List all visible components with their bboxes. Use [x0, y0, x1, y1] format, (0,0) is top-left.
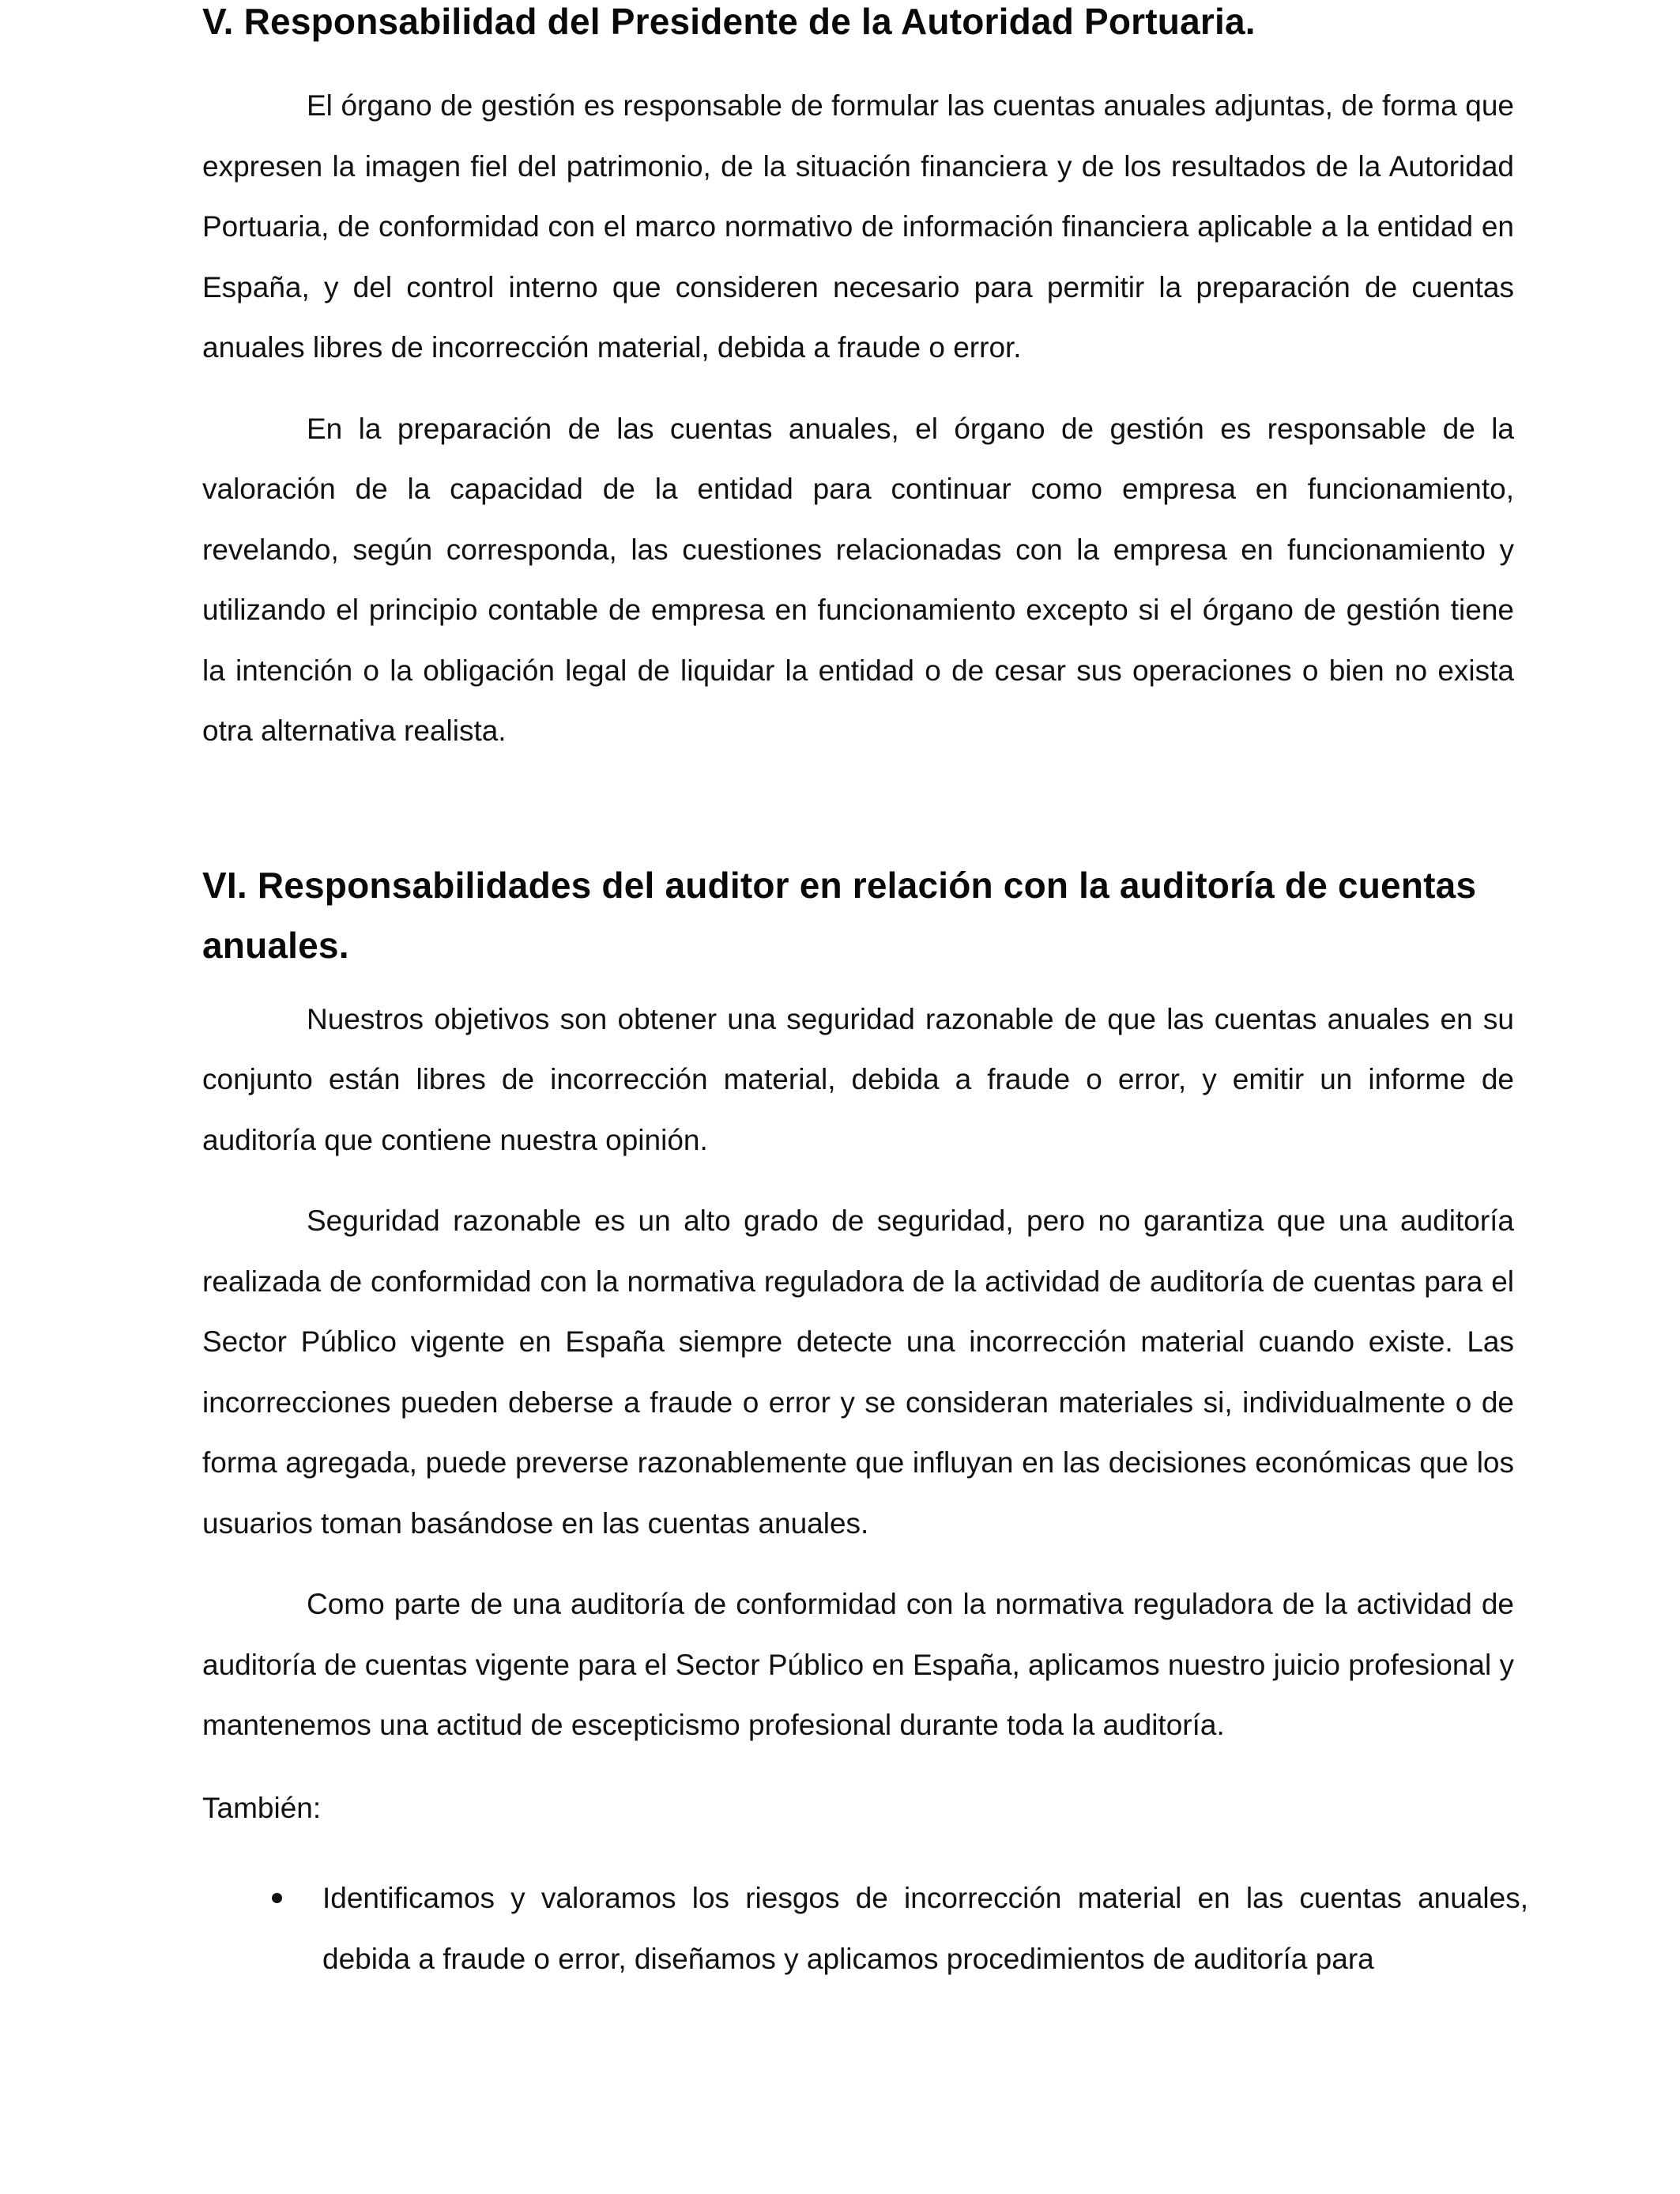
bullet-list: [202, 1868, 1528, 1989]
section-v-paragraph-1: El órgano de gestión es responsable de formular las cuentas anuales adjuntas, de forma que expresen la imagen fiel del patrimonio, de la situación financiera y de los resultados de la Autoridad Portuaria, de conformidad con el marco normativo de información financiera aplicable a la entidad en España, y del control interno que consideren necesario para permitir la preparación de cuentas anuales libres de incorrección material, debida a fraude o error.: [202, 89, 1514, 364]
section-v-paragraph-2: En la preparación de las cuentas anuales, el órgano de gestión es responsable de la valoración de la capacidad de la entidad para continuar como empresa en funcionamiento, revelando, según corresponda, las cuestiones relacionadas con la empresa en funcionamiento y utilizando el principio contable de empresa en funcionamiento excepto si el órgano de gestión tiene la intención o la obligación legal de liquidar la entidad o de cesar sus operaciones o bien no exista otra alternativa realista.: [202, 412, 1514, 747]
bullet-icon: [272, 1893, 282, 1903]
section-vi-paragraph-2: Seguridad razonable es un alto grado de seguridad, pero no garantiza que una auditoría realizada de conformidad con la normativa reguladora de la actividad de auditoría de cuentas para el Sector Público vigente en España siempre detecte una incorrección material cuando existe. Las incorrecciones pueden deberse a fraude o error y se consideran materiales si, individualmente o de forma agregada, puede preverse razonablemente que influyan en las decisiones económicas que los usuarios toman basándose en las cuentas anuales.: [202, 1204, 1514, 1540]
section-vi-heading: VI. Responsabilidades del auditor en relación con la auditoría de cuentas anuales.: [202, 864, 1477, 966]
section-vi-paragraph-3: Como parte de una auditoría de conformidad con la normativa reguladora de la actividad de auditoría de cuentas vigente para el Sector Público en España, aplicamos nuestro juicio profesional y mantenemos una actitud de escepticismo profesional durante toda la auditoría.: [202, 1588, 1514, 1741]
section-vi-paragraph-1: Nuestros objetivos son obtener una seguridad razonable de que las cuentas anuales en su conjunto están libres de incorrección material, debida a fraude o error, y emitir un informe de auditoría que contiene nuestra opinión.: [202, 1002, 1514, 1156]
section-v-heading: V. Responsabilidad del Presidente de la Autoridad Portuaria.: [202, 1, 1256, 42]
bullet-text: Identificamos y valoramos los riesgos de incorrección material en las cuentas anuales, debida a fraude o error, diseñamos y aplicamos procedimientos de auditoría para: [322, 1882, 1528, 1975]
page-content: [202, 0, 1528, 1989]
also-label: También:: [202, 1791, 322, 1824]
list-item: [202, 1868, 1528, 1989]
